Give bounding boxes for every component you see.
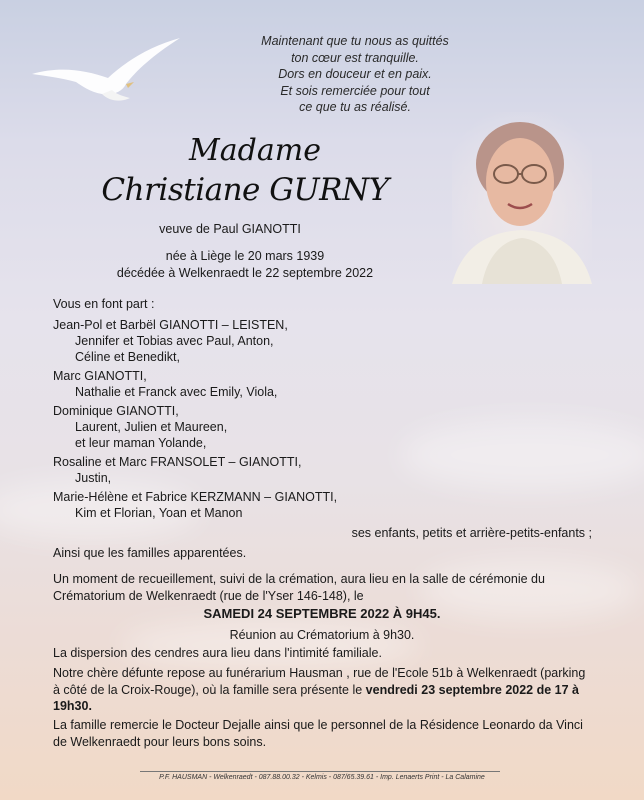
family-member: Laurent, Julien et Maureen, [75, 420, 228, 434]
family-member: Kim et Florian, Yoan et Manon [75, 506, 243, 520]
footer-text: P.F. HAUSMAN - Welkenraedt - 087.88.00.32 - Kelmis - 087/65.39.61 - Imp. Lenaerts Print - La Calamine [159, 774, 485, 781]
birth-death-info [0, 248, 490, 282]
family-head: Dominique GIANOTTI, [53, 404, 179, 418]
poem-line: Dors en douceur et en paix. [278, 67, 432, 81]
thanks-text: La famille remercie le Docteur Dejalle ainsi que le personnel de la Résidence Leonardo da Vinci de Welkenraedt pour leurs bons soins. [53, 718, 583, 749]
ashes-text: La dispersion des cendres aura lieu dans l'intimité familiale. [53, 646, 382, 660]
background-cloud [400, 420, 644, 490]
funeral-home-text [53, 665, 593, 715]
family-member: Céline et Benedikt, [75, 350, 180, 364]
visiting-hours: vendredi 23 septembre 2022 de 17 à 19h30. [53, 682, 579, 713]
poem-line: Et sois remerciée pour tout [280, 83, 430, 98]
family-member: Jennifer et Tobias avec Paul, Anton, [75, 334, 274, 348]
meeting-text: Réunion au Crématorium à 9h30. [229, 628, 415, 642]
portrait-photo [452, 112, 592, 284]
widow-line: veuve de Paul GIANOTTI [159, 222, 301, 236]
intro-text: Vous en font part : [53, 297, 155, 311]
deceased-title: Madame [189, 133, 321, 168]
family-head: Rosaline et Marc FRANSOLET – GIANOTTI, [53, 455, 302, 469]
family-head: Jean-Pol et Barbël GIANOTTI – LEISTEN, [53, 318, 288, 332]
poem-line: Maintenant que tu nous as quittés [261, 34, 449, 48]
deceased-name: Christiane GURNY [101, 172, 389, 208]
death-line: décédée à Welkenraedt le 22 septembre 2022 [116, 266, 374, 280]
funeral-home-body: Notre chère défunte repose au funérarium Hausman , rue de l'Ecole 51b à Welkenraedt (parking à côté de la Croix-Rouge), où la famille sera présente le [53, 666, 586, 697]
family-head: Marc GIANOTTI, [53, 369, 147, 383]
family-member: Justin, [75, 471, 112, 485]
poem [220, 33, 490, 116]
family-member: Nathalie et Franck avec Emily, Viola, [75, 385, 278, 399]
poem-line: ton cœur est tranquille. [291, 50, 419, 65]
ceremony-text: Un moment de recueillement, suivi de la crémation, aura lieu en la salle de cérémonie du Crématorium de Welkenraedt (rue de l'Yser 146-148), le [53, 572, 545, 603]
family-head: Marie-Hélène et Fabrice KERZMANN – GIANOTTI, [53, 490, 338, 504]
poem-line: ce que tu as réalisé. [299, 100, 411, 114]
family-member: et leur maman Yolande, [75, 436, 207, 450]
ceremony-date: SAMEDI 24 SEPTEMBRE 2022 À 9H45. [203, 606, 441, 621]
birth-line: née à Liège le 20 mars 1939 [165, 249, 325, 263]
seagull-image [30, 32, 185, 107]
relation-text: ses enfants, petits et arrière-petits-enfants ; [351, 526, 592, 540]
families-text: Ainsi que les familles apparentées. [53, 546, 247, 560]
footer-divider [140, 771, 500, 772]
